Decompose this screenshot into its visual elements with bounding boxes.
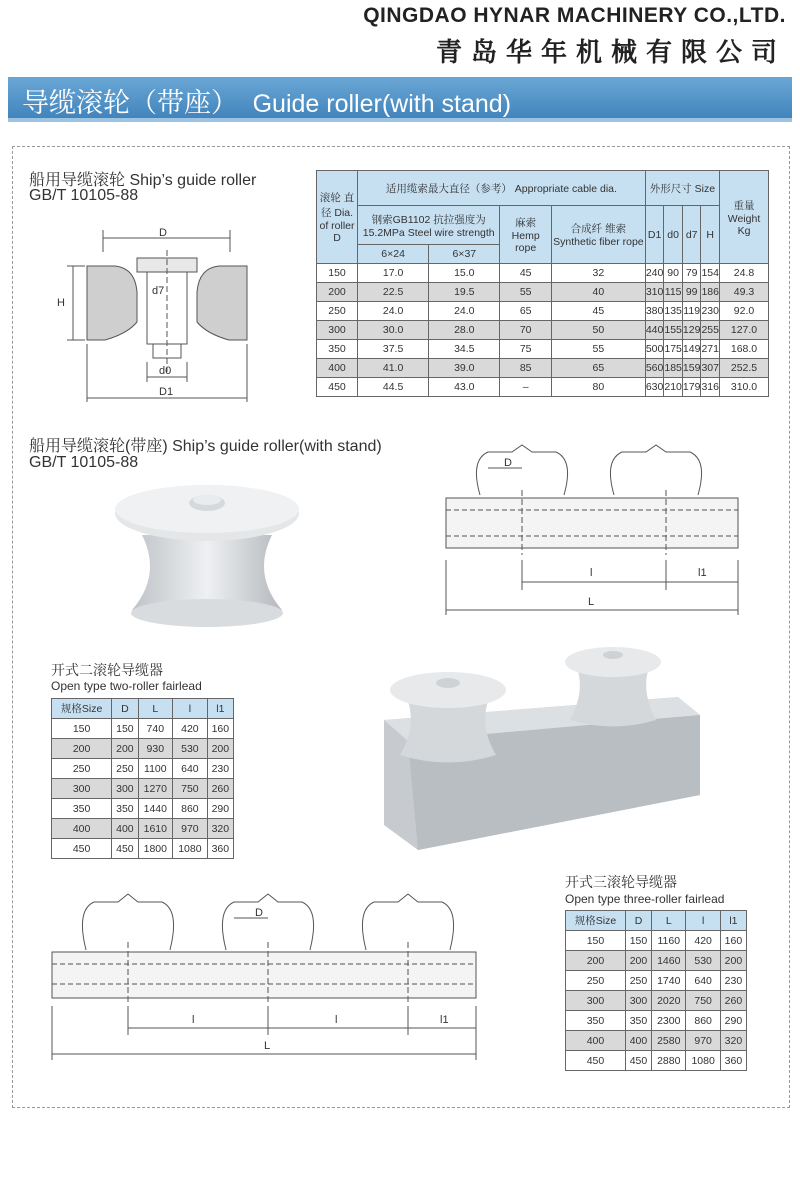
table-row (566, 1031, 747, 1051)
roller-spec-cell: 150 (317, 264, 358, 283)
roller-spec-cell: 79 (682, 264, 701, 283)
roller-spec-cell: 92.0 (720, 302, 769, 321)
three-roller-title-en: Open type three-roller fairlead (565, 892, 725, 906)
company-name-cn: 青岛华年机械有限公司 (435, 38, 786, 68)
three-roller-header: l (686, 911, 720, 931)
roller-spec-cell: 37.5 (358, 340, 429, 359)
table-row (52, 839, 234, 859)
three-roller-cell: 1460 (652, 951, 686, 971)
roller-spec-cell: 32 (551, 264, 645, 283)
three-roller-cell: 360 (720, 1051, 746, 1071)
roller-spec-cell: 19.5 (429, 283, 500, 302)
roller-spec-cell: 175 (664, 340, 683, 359)
roller-3d-image (112, 485, 302, 630)
two-roller-cell: 1440 (138, 799, 173, 819)
two-roller-cell: 230 (207, 759, 233, 779)
roller-spec-cell: 250 (317, 302, 358, 321)
two-roller-cell: 640 (173, 759, 208, 779)
two-roller-cell: 360 (207, 839, 233, 859)
three-roller-cell: 250 (566, 971, 626, 991)
three-roller-cell: 750 (686, 991, 720, 1011)
three-roller-cell: 200 (720, 951, 746, 971)
three-roller-cell: 1080 (686, 1051, 720, 1071)
header-d0: d0 (664, 206, 683, 264)
roller-spec-cell: 210 (664, 378, 683, 397)
company-name-en: QINGDAO HYNAR MACHINERY CO.,LTD. (363, 4, 786, 27)
fairlead-3d-image (378, 645, 708, 855)
roller-spec-cell: 310.0 (720, 378, 769, 397)
roller-spec-cell: – (500, 378, 552, 397)
roller-spec-cell: 560 (645, 359, 664, 378)
table-row (52, 779, 234, 799)
table-row (52, 819, 234, 839)
three-roller-title-cn: 开式三滚轮导缆器 (565, 874, 677, 890)
three-roller-cell: 450 (625, 1051, 651, 1071)
dim-l1-label: l1 (440, 1014, 449, 1026)
roller-spec-cell: 45 (551, 302, 645, 321)
section1-title: 船用导缆滚轮 Ship’s guide roller (29, 172, 257, 189)
dim-d7-label: d7 (152, 285, 165, 297)
three-roller-cell: 300 (625, 991, 651, 1011)
two-roller-header: D (112, 699, 138, 719)
header-6x37: 6×37 (429, 245, 500, 264)
roller-spec-cell: 24.0 (358, 302, 429, 321)
roller-spec-cell: 49.3 (720, 283, 769, 302)
roller-spec-cell: 85 (500, 359, 552, 378)
three-roller-cell: 230 (720, 971, 746, 991)
roller-spec-table (316, 170, 769, 397)
page-title (22, 81, 511, 120)
roller-spec-cell: 43.0 (429, 378, 500, 397)
roller-spec-cell: 316 (701, 378, 720, 397)
roller-spec-cell: 450 (317, 378, 358, 397)
roller-spec-cell: 500 (645, 340, 664, 359)
two-roller-cell: 300 (112, 779, 138, 799)
roller-spec-cell: 75 (500, 340, 552, 359)
three-roller-header: L (652, 911, 686, 931)
two-roller-cell: 300 (52, 779, 112, 799)
three-roller-cell: 420 (686, 931, 720, 951)
three-roller-cell: 350 (566, 1011, 626, 1031)
two-roller-cell: 740 (138, 719, 173, 739)
roller-spec-cell: 186 (701, 283, 720, 302)
dim-d0-label: d0 (159, 365, 172, 377)
page-title-cn: 导缆滚轮（带座） (22, 88, 238, 119)
three-roller-header: D (625, 911, 651, 931)
three-roller-header: 规格Size (566, 911, 626, 931)
three-roller-cell: 200 (625, 951, 651, 971)
three-roller-cell: 2580 (652, 1031, 686, 1051)
roller-spec-cell: 380 (645, 302, 664, 321)
roller-spec-cell: 30.0 (358, 321, 429, 340)
three-roller-cell: 150 (625, 931, 651, 951)
three-roller-cell: 450 (566, 1051, 626, 1071)
roller-spec-cell: 300 (317, 321, 358, 340)
dim-l1-label: l1 (698, 567, 707, 579)
roller-spec-cell: 255 (701, 321, 720, 340)
roller-spec-cell: 17.0 (358, 264, 429, 283)
roller-spec-cell: 185 (664, 359, 683, 378)
two-roller-cell: 1610 (138, 819, 173, 839)
three-roller-table (565, 910, 747, 1071)
roller-spec-cell: 50 (551, 321, 645, 340)
roller-spec-cell: 252.5 (720, 359, 769, 378)
two-roller-cell: 970 (173, 819, 208, 839)
table-row (566, 1011, 747, 1031)
roller-spec-cell: 22.5 (358, 283, 429, 302)
roller-spec-cell: 179 (682, 378, 701, 397)
roller-spec-cell: 55 (500, 283, 552, 302)
two-roller-cell: 420 (173, 719, 208, 739)
two-roller-cell: 150 (52, 719, 112, 739)
table-row (317, 302, 769, 321)
two-roller-cell: 150 (112, 719, 138, 739)
two-roller-cell: 530 (173, 739, 208, 759)
roller-spec-cell: 28.0 (429, 321, 500, 340)
roller-spec-cell: 155 (664, 321, 683, 340)
roller-spec-cell: 65 (500, 302, 552, 321)
dim-D-label: D (159, 227, 167, 239)
three-roller-cell: 400 (566, 1031, 626, 1051)
three-roller-cell: 320 (720, 1031, 746, 1051)
two-roller-cell: 320 (207, 819, 233, 839)
roller-spec-cell: 44.5 (358, 378, 429, 397)
header-synthetic: 合成纤 维索 Synthetic fiber rope (551, 206, 645, 264)
roller-spec-cell: 127.0 (720, 321, 769, 340)
three-roller-cell: 1160 (652, 931, 686, 951)
header-weight: 重量 Weight Kg (720, 171, 769, 264)
two-roller-drawing (440, 440, 745, 615)
roller-section-drawing (55, 222, 260, 407)
roller-spec-cell: 149 (682, 340, 701, 359)
roller-spec-cell: 400 (317, 359, 358, 378)
table-row (52, 739, 234, 759)
header-hemp: 麻索 Hemp rope (500, 206, 552, 264)
table-row (317, 340, 769, 359)
two-roller-cell: 400 (112, 819, 138, 839)
table-row (317, 321, 769, 340)
roller-spec-cell: 350 (317, 340, 358, 359)
two-roller-cell: 160 (207, 719, 233, 739)
roller-spec-cell: 55 (551, 340, 645, 359)
section2-standard: GB/T 10105-88 (29, 454, 139, 471)
two-roller-cell: 350 (112, 799, 138, 819)
table-row (52, 719, 234, 739)
table-row (566, 931, 747, 951)
roller-spec-cell: 99 (682, 283, 701, 302)
table-row (317, 264, 769, 283)
two-roller-header: 规格Size (52, 699, 112, 719)
header-6x24: 6×24 (358, 245, 429, 264)
roller-spec-cell: 200 (317, 283, 358, 302)
header-d7: d7 (682, 206, 701, 264)
two-roller-cell: 250 (52, 759, 112, 779)
three-roller-cell: 300 (566, 991, 626, 1011)
table-row (566, 991, 747, 1011)
dim-D1-label: D1 (159, 386, 174, 398)
dim-L-label: L (588, 596, 595, 608)
roller-spec-cell: 70 (500, 321, 552, 340)
three-roller-cell: 2880 (652, 1051, 686, 1071)
three-roller-cell: 150 (566, 931, 626, 951)
header-cable: 适用缆索最大直径（参考） Appropriate cable dia. (358, 171, 646, 206)
table-row (566, 1051, 747, 1071)
two-roller-cell: 200 (112, 739, 138, 759)
three-roller-cell: 160 (720, 931, 746, 951)
roller-spec-cell: 310 (645, 283, 664, 302)
table-row (317, 359, 769, 378)
two-roller-cell: 260 (207, 779, 233, 799)
three-roller-cell: 250 (625, 971, 651, 991)
roller-spec-cell: 159 (682, 359, 701, 378)
three-roller-cell: 290 (720, 1011, 746, 1031)
roller-spec-cell: 115 (664, 283, 683, 302)
two-roller-cell: 290 (207, 799, 233, 819)
two-roller-cell: 860 (173, 799, 208, 819)
three-roller-cell: 400 (625, 1031, 651, 1051)
table-row (317, 378, 769, 397)
header-D1: D1 (645, 206, 664, 264)
roller-spec-cell: 65 (551, 359, 645, 378)
table-row (566, 971, 747, 991)
dim-D-label: D (504, 457, 512, 469)
page-title-en: Guide roller(with stand) (252, 90, 512, 118)
header-size: 外形尺寸 Size (645, 171, 719, 206)
roller-spec-cell: 271 (701, 340, 720, 359)
header-dia: 滚轮 直径 Dia. of roller D (317, 171, 358, 264)
roller-spec-cell: 24.0 (429, 302, 500, 321)
header-steel: 钢索GB1102 抗拉强度为15.2MPa Steel wire strength (358, 206, 500, 245)
two-roller-cell: 350 (52, 799, 112, 819)
roller-spec-cell: 440 (645, 321, 664, 340)
two-roller-header: l (173, 699, 208, 719)
two-roller-header: l1 (207, 699, 233, 719)
roller-spec-cell: 24.8 (720, 264, 769, 283)
roller-spec-cell: 230 (701, 302, 720, 321)
roller-spec-cell: 135 (664, 302, 683, 321)
dim-l-label: l (590, 567, 593, 579)
three-roller-cell: 2020 (652, 991, 686, 1011)
roller-spec-cell: 630 (645, 378, 664, 397)
two-roller-header: L (138, 699, 173, 719)
two-roller-cell: 200 (52, 739, 112, 759)
three-roller-cell: 530 (686, 951, 720, 971)
two-roller-cell: 1080 (173, 839, 208, 859)
roller-spec-cell: 15.0 (429, 264, 500, 283)
header-H: H (701, 206, 720, 264)
section1-standard: GB/T 10105-88 (29, 187, 139, 204)
two-roller-cell: 1800 (138, 839, 173, 859)
roller-spec-cell: 39.0 (429, 359, 500, 378)
three-roller-cell: 200 (566, 951, 626, 971)
two-roller-cell: 450 (112, 839, 138, 859)
two-roller-title-en: Open type two-roller fairlead (51, 679, 202, 693)
dim-L-label: L (264, 1040, 271, 1052)
table-row (52, 799, 234, 819)
three-roller-cell: 640 (686, 971, 720, 991)
table-row (317, 283, 769, 302)
roller-spec-cell: 307 (701, 359, 720, 378)
roller-spec-cell: 240 (645, 264, 664, 283)
three-roller-cell: 1740 (652, 971, 686, 991)
three-roller-cell: 970 (686, 1031, 720, 1051)
roller-spec-cell: 40 (551, 283, 645, 302)
two-roller-table (51, 698, 234, 859)
three-roller-cell: 260 (720, 991, 746, 1011)
two-roller-cell: 200 (207, 739, 233, 759)
three-roller-drawing (50, 880, 480, 1060)
dim-H-label: H (57, 297, 65, 309)
two-roller-cell: 450 (52, 839, 112, 859)
table-row (566, 951, 747, 971)
two-roller-cell: 250 (112, 759, 138, 779)
two-roller-cell: 930 (138, 739, 173, 759)
three-roller-cell: 350 (625, 1011, 651, 1031)
roller-spec-cell: 41.0 (358, 359, 429, 378)
roller-spec-cell: 34.5 (429, 340, 500, 359)
roller-spec-cell: 119 (682, 302, 701, 321)
section2-title: 船用导缆滚轮(带座) Ship’s guide roller(with stand) (29, 438, 382, 455)
dim-l-label-b: l (335, 1014, 338, 1026)
roller-spec-cell: 168.0 (720, 340, 769, 359)
roller-spec-cell: 80 (551, 378, 645, 397)
roller-spec-cell: 90 (664, 264, 683, 283)
roller-spec-cell: 45 (500, 264, 552, 283)
dim-D-label: D (255, 907, 263, 919)
roller-spec-cell: 129 (682, 321, 701, 340)
three-roller-cell: 2300 (652, 1011, 686, 1031)
table-row (52, 759, 234, 779)
two-roller-cell: 750 (173, 779, 208, 799)
three-roller-header: l1 (720, 911, 746, 931)
three-roller-cell: 860 (686, 1011, 720, 1031)
two-roller-title-cn: 开式二滚轮导缆器 (51, 662, 163, 678)
roller-spec-cell: 154 (701, 264, 720, 283)
two-roller-cell: 1100 (138, 759, 173, 779)
two-roller-cell: 1270 (138, 779, 173, 799)
two-roller-cell: 400 (52, 819, 112, 839)
dim-l-label-a: l (192, 1014, 195, 1026)
